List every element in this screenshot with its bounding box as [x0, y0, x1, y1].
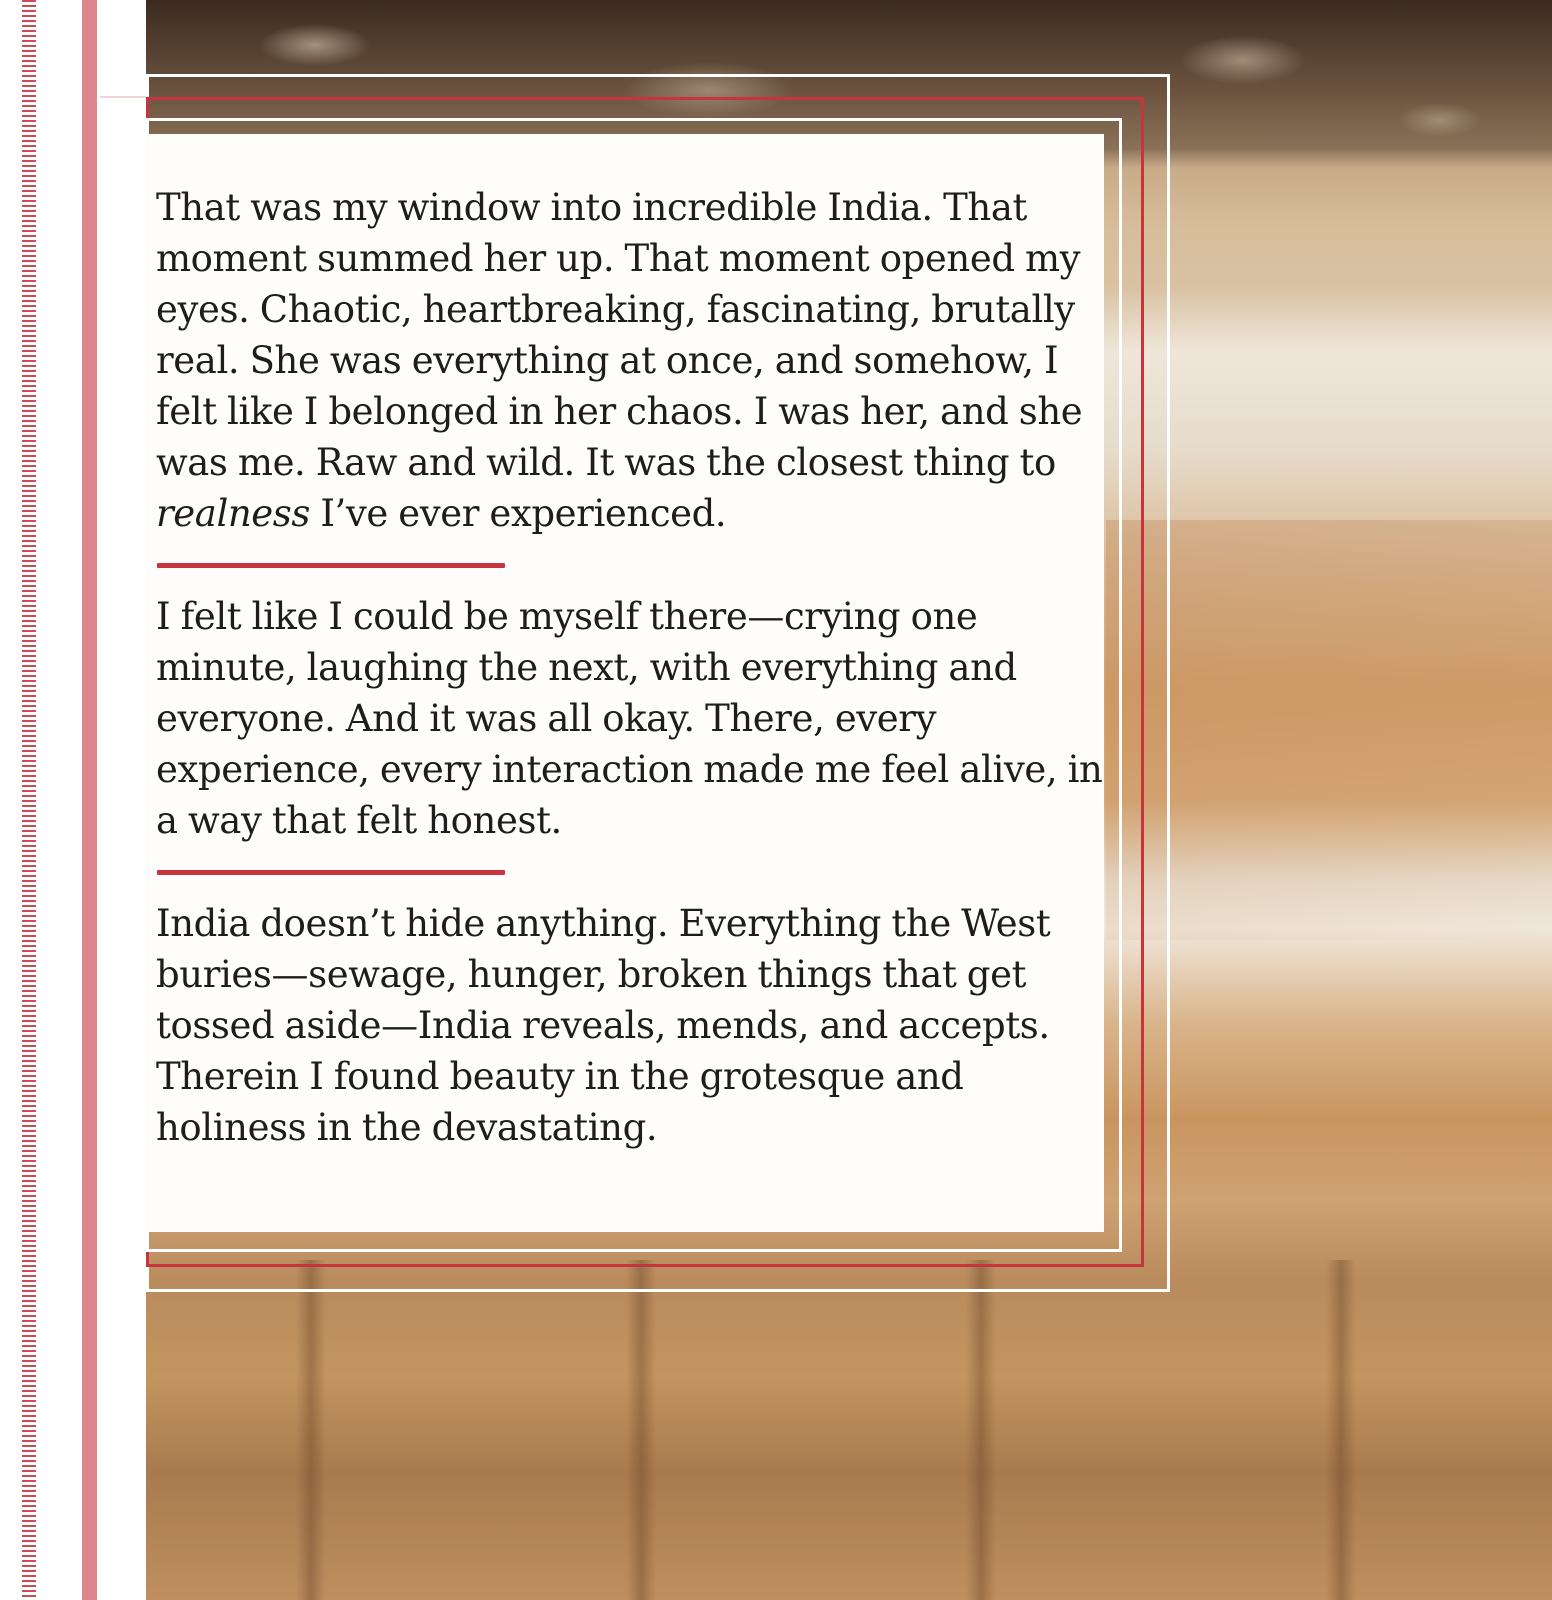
paragraph-2: I felt like I could be myself there—crying one minute, laughing the next, with everything and everyone. And it was all okay. There, every experience, every interaction made me feel alive, in a way that felt honest.: [156, 595, 1103, 842]
paragraph-3: India doesn’t hide anything. Everything the West buries—sewage, hunger, broken things that get tossed aside—India reveals, mends, and accepts. Therein I found beauty in the grotesque and holiness in the devastating.: [156, 902, 1051, 1149]
section-divider: [157, 870, 505, 875]
paragraph-1-text: That was my window into incredible India. That moment summed her up. That moment opened my eyes. Chaotic, heartbreaking, fascinating, brutally real. She was everything at once, and somehow, I felt like I belonged in her chaos. I was her, and she was me. Raw and wild. It was the closest thing to: [156, 186, 1083, 484]
text-panel: [146, 134, 1104, 1232]
paragraph-1-text-end: I’ve ever experienced.: [309, 492, 727, 535]
wall-grain: [626, 1260, 656, 1600]
wall-shadow: [1106, 520, 1552, 940]
wall-grain: [296, 1260, 326, 1600]
frame-tick-mark: [100, 96, 146, 98]
margin-accent-bar: [82, 0, 97, 1600]
section-divider: [157, 563, 505, 568]
striped-margin-rule: [22, 0, 36, 1600]
paragraph-1: [156, 182, 1104, 539]
wall-grain: [1326, 1260, 1356, 1600]
paragraph-1-emphasis: realness: [156, 492, 310, 535]
wall-grain: [966, 1260, 996, 1600]
